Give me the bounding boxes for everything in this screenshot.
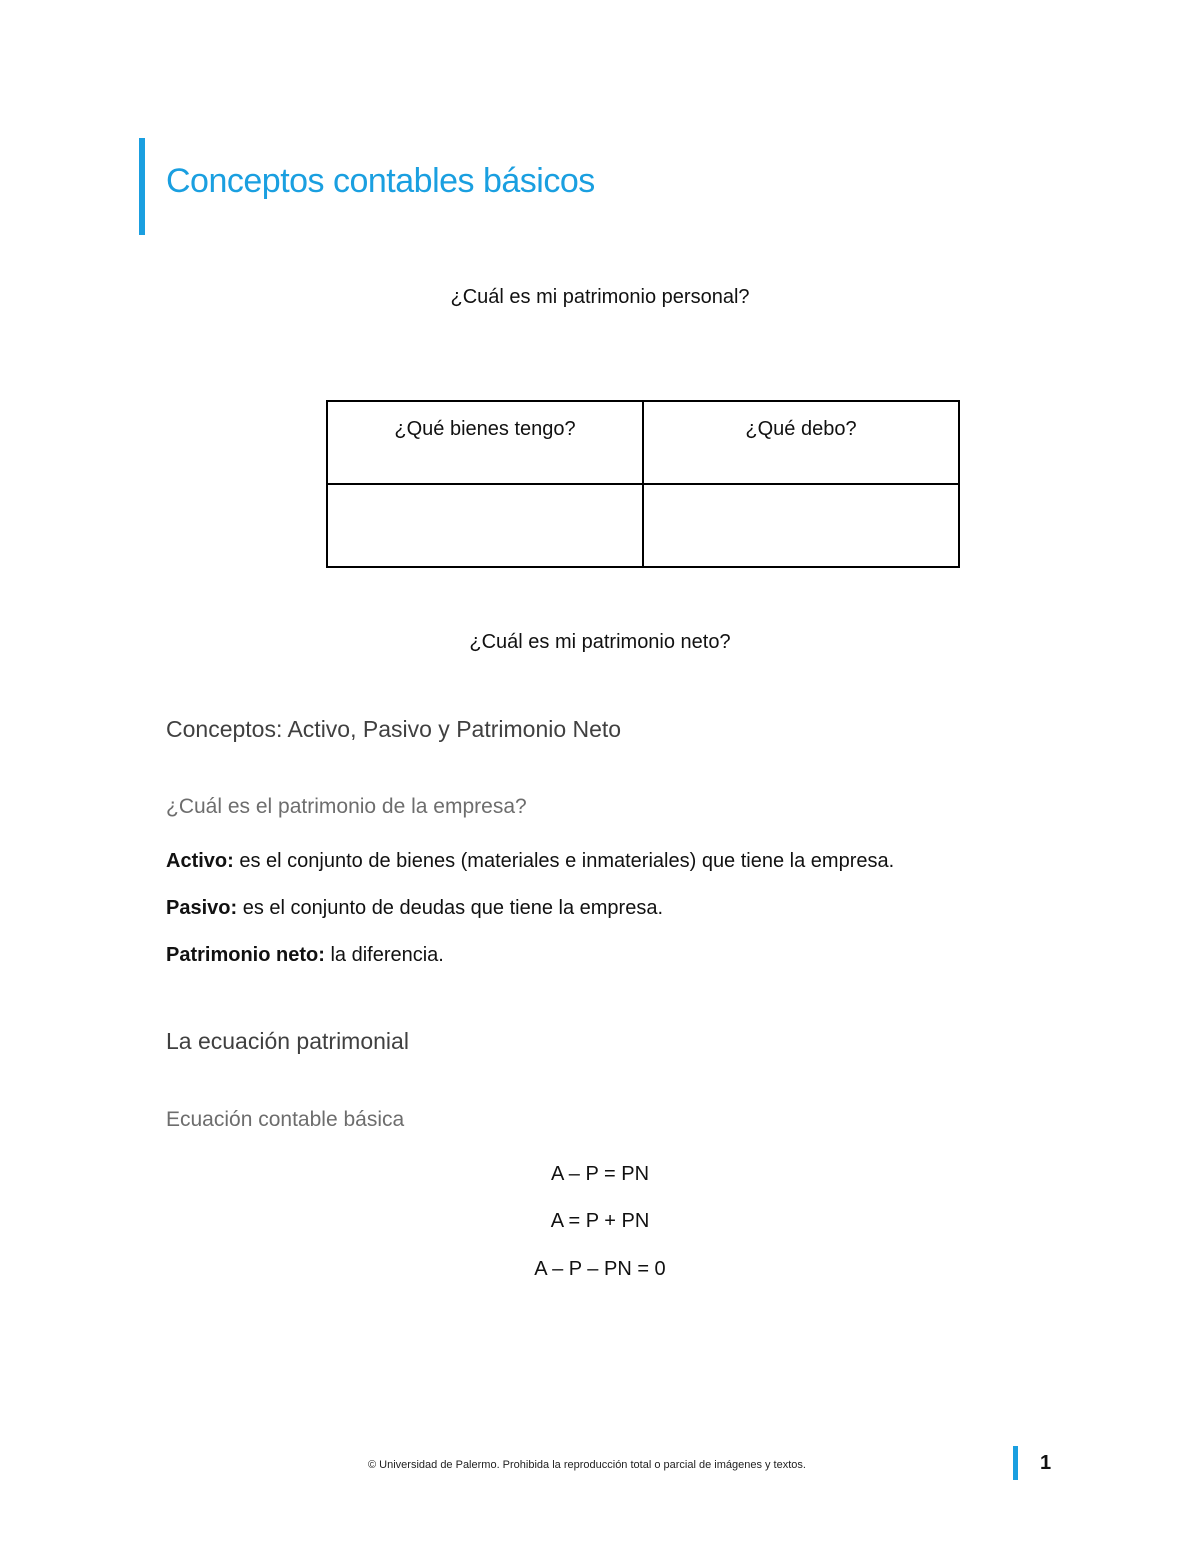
question-neto: ¿Cuál es mi patrimonio neto? [469, 631, 731, 653]
table-row [327, 484, 959, 567]
subheading-ecuacion-contable: Ecuación contable básica [166, 1108, 405, 1131]
subheading-patrimonio-empresa: ¿Cuál es el patrimonio de la empresa? [166, 795, 527, 818]
definition-term: Pasivo: [166, 897, 238, 919]
footer-accent-bar [1013, 1446, 1018, 1480]
equation-3: A – P – PN = 0 [534, 1258, 666, 1280]
title-accent-bar [139, 138, 145, 235]
definition-patrimonio-neto [166, 944, 444, 967]
definition-term: Activo: [166, 850, 234, 872]
definition-activo [166, 850, 894, 873]
page-number: 1 [1040, 1452, 1052, 1474]
equation-2: A = P + PN [550, 1210, 650, 1232]
heading-conceptos: Conceptos: Activo, Pasivo y Patrimonio Neto [166, 716, 622, 742]
page-title: Conceptos contables básicos [166, 162, 595, 200]
table-header-deudas: ¿Qué debo? [643, 401, 959, 484]
definition-text: la diferencia. [324, 944, 444, 966]
equation-1: A – P = PN [550, 1163, 650, 1185]
patrimonio-table [326, 400, 960, 568]
heading-ecuacion-patrimonial: La ecuación patrimonial [166, 1028, 409, 1054]
table-header-bienes: ¿Qué bienes tengo? [327, 401, 643, 484]
question-personal: ¿Cuál es mi patrimonio personal? [450, 286, 750, 308]
footer-copyright: © Universidad de Palermo. Prohibida la reproducción total o parcial de imágenes y textos. [368, 1459, 806, 1471]
table-cell-bienes [327, 484, 643, 567]
table-cell-deudas [643, 484, 959, 567]
definition-pasivo [166, 897, 663, 920]
definition-text: es el conjunto de deudas que tiene la empresa. [237, 897, 664, 919]
definition-term: Patrimonio neto: [166, 944, 325, 966]
definition-text: es el conjunto de bienes (materiales e inmateriales) que tiene la empresa. [233, 850, 895, 872]
table-header-row [327, 401, 959, 484]
